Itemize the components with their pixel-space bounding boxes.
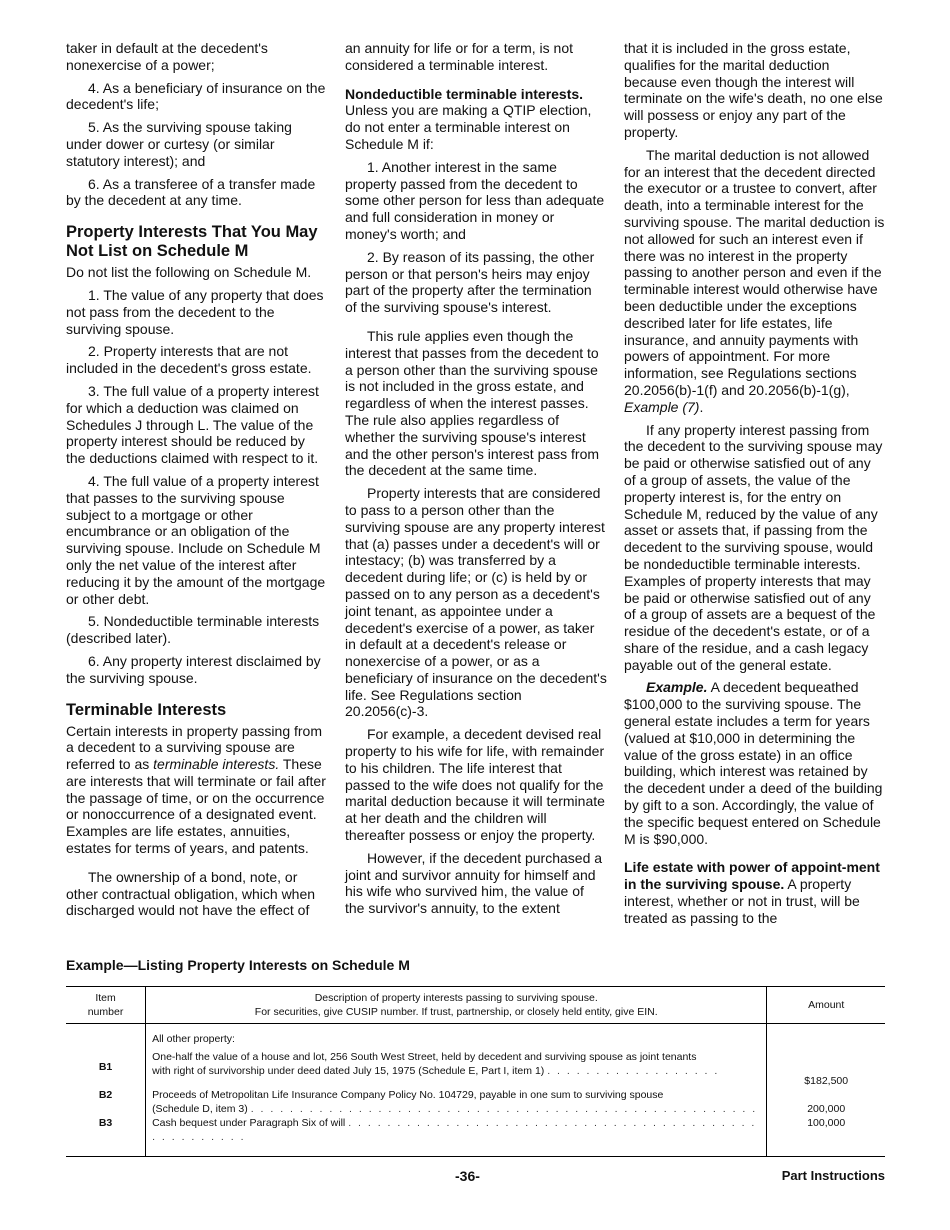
example-table	[66, 986, 885, 1157]
text-run: These are interests that will terminate or fail after the passage of time, or on the occurrence or nonoccurrence of a designated event. Examples are life estates, annuities, estates for terms of years, and patents.	[66, 756, 326, 857]
text-column-3	[624, 40, 886, 933]
table-cell	[146, 1024, 767, 1089]
row-description: Proceeds of Metropolitan Life Insurance Company Policy No. 104729, payable in one sum to surviving spouse	[152, 1089, 664, 1101]
list-item: 1. Another interest in the same property passed from the decedent to some other person for less than adequate and full consideration in money or money's worth; and	[345, 158, 605, 242]
example-title: Example—Listing Property Interests on Schedule M	[66, 957, 410, 973]
row-amount: 200,000	[807, 1103, 846, 1115]
list-item: 2. By reason of its passing, the other person or that person's heirs may enjoy part of the property after the termination of the surviving spouse's interest.	[345, 248, 595, 316]
dot-leader: . . . . . . . . . . . . . . . . . . . . . . . . . . . . . . . . . . . . . . . . . . . . . . . . . . . .	[152, 1117, 757, 1143]
column-header-amount: Amount	[767, 987, 885, 1024]
text-run: The marital deduction is not allowed for an interest that the decedent directed the executor or a trustee to convert, after death, into a terminable interest for the surviving spouse. The marital deduction is not allowed for such an interest even if there was no interest in the property passing to another person and even if the terminable interest would otherwise have been deductible under the exceptions described later for life estates, life insurance, and annuity payments with powers of appointment. For more information, see Regulations sections 20.2056(b)-1(f) and 20.2056(b)-1(g),	[624, 146, 885, 398]
text-run: Unless you are making a QTIP election, do not enter a terminable interest on Schedule M if:	[345, 102, 592, 152]
table-row	[66, 1088, 885, 1116]
paragraph	[624, 147, 886, 416]
column-header-item	[66, 987, 146, 1024]
text-run: A property interest, whether or not in trust, will be treated as passing to the	[624, 876, 860, 926]
dot-leader: . . . . . . . . . . . . . . . . . . . . . . . . . . . . . . . . . . . . . . . . . . . . . . . . . . . .	[250, 1103, 758, 1115]
table-cell	[146, 1088, 767, 1116]
paragraph	[624, 859, 886, 926]
paragraph	[624, 679, 886, 847]
list-item: 4. As a beneficiary of insurance on the decedent's life;	[66, 79, 326, 113]
paragraph: taker in default at the decedent's nonexercise of a power;	[66, 40, 268, 73]
paragraph: that it is included in the gross estate, qualifies for the marital deduction because even though the interest will terminate on the wife's death, no one else will possess or enjoy any part of the property.	[624, 40, 883, 140]
table-row	[66, 1024, 885, 1089]
row-amount: $182,500	[804, 1075, 849, 1087]
table-cell	[767, 1024, 885, 1089]
run-in-heading: Nondeductible terminable interests.	[345, 85, 584, 102]
paragraph: If any property interest passing from the decedent to the surviving spouse may be paid or otherwise satisfied out of any of a group of assets, the value of the property interest is, for the entry on Schedule M, reduced by the value of any asset or assets that, if passing from the decedent to the surviving spouse, would be nondeductible terminable interests. Examples of property interests that may be paid or otherwise satisfied out of any of a group of assets are a bequest of the residue of the decedent's estate, or of a share of the residue, and a cash legacy payable out of the general estate.	[624, 421, 883, 673]
row-description-continued	[152, 1064, 760, 1078]
list-item: 6. As a transferee of a transfer made by the decedent at any time.	[66, 175, 316, 209]
table-cell	[767, 1116, 885, 1157]
table-cell	[66, 1116, 146, 1157]
table-cell	[66, 1088, 146, 1116]
text-column-2	[345, 40, 607, 923]
run-in-heading: Life estate with power of appoint-ment in the surviving spouse.	[624, 859, 880, 893]
list-item: 2. Property interests that are not included in the decedent's gross estate.	[66, 343, 312, 377]
list-item: 3. The full value of a property interest for which a deduction was claimed on Schedules J through L. The value of the property interest should be reduced by the deductions claimed with respect to it.	[66, 382, 319, 467]
paragraph: Property interests that are considered to pass to a person other than the surviving spouse are any property interest that (a) passes under a decedent's will or intestacy; (b) was transferred by a decedent during life; or (c) is held by or passed on to any person as a decedent's joint tenant, as appointee under a decedent's exercise of a power, as taker in default at a decedent's release or nonexercise of a power, or as a beneficiary of insurance on the decedent's life. See Regulations section 20.2056(c)-3.	[345, 485, 607, 720]
row-amount: 100,000	[807, 1117, 846, 1129]
text-run: A decedent bequeathed $100,000 to the surviving spouse. The general estate includes a term for years (valued at $10,000 in determining the value of the gross estate) in an office building, which interest was retained by the decedent under a deed of the building by gift to a son. Accordingly, the value of the specific bequest entered on Schedule M is $90,000.	[624, 679, 883, 847]
header-text: Item	[95, 992, 116, 1004]
list-item: 1. The value of any property that does not pass from the decedent to the surviving spouse.	[66, 286, 324, 337]
text-run: with right of survivorship under deed dated July 15, 1975 (Schedule E, Part I, item 1)	[152, 1065, 545, 1077]
list-item: 5. As the surviving spouse taking under dower or curtesy (or similar statutory interest); and	[66, 119, 292, 169]
paragraph	[66, 723, 328, 857]
page-number: -36-	[455, 1168, 480, 1184]
text-run: (Schedule D, item 3)	[152, 1103, 248, 1115]
text-run: Certain interests in property passing from a decedent to a surviving spouse are referred to as	[66, 722, 322, 773]
table-cell	[767, 1088, 885, 1116]
paragraph: Do not list the following on Schedule M.	[66, 264, 312, 281]
text-column-1	[66, 40, 328, 925]
section-heading-not-list: Property Interests That You May Not List on Schedule M	[66, 223, 318, 261]
item-number: B1	[98, 1061, 113, 1073]
paragraph: For example, a decedent devised real property to his wife for life, with remainder to his children. The life interest that passed to the wife does not qualify for the marital deduction because it will terminate at her death and the children will thereafter possess or enjoy the property.	[345, 726, 605, 844]
list-item: 6. Any property interest disclaimed by the surviving spouse.	[66, 652, 321, 686]
table-header-row	[66, 987, 885, 1024]
row-description: One-half the value of a house and lot, 256 South West Street, held by decedent and surviving spouse as joint tenants	[152, 1051, 697, 1063]
dot-leader: . . . . . . . . . . . . . . . . . .	[547, 1065, 720, 1077]
header-text: number	[87, 1006, 124, 1018]
footer-label: Part Instructions	[781, 1168, 885, 1183]
table-cell	[146, 1116, 767, 1157]
text-run: .	[699, 398, 704, 415]
italic-term: terminable interests.	[153, 756, 280, 773]
group-label: All other property:	[152, 1033, 235, 1045]
column-header-description	[146, 987, 767, 1024]
text-run: Cash bequest under Paragraph Six of will	[152, 1117, 346, 1129]
paragraph	[345, 86, 607, 153]
paragraph: This rule applies even though the interest that passes from the decedent to a person other than the surviving spouse is not included in the gross estate, and regardless of when the interest passes. The rule also applies regardless of whether the surviving spouse's interest and the other person's interest pass from the decedent at the same time.	[345, 327, 600, 479]
section-heading-terminable: Terminable Interests	[66, 700, 227, 719]
row-description	[152, 1116, 760, 1144]
paragraph: an annuity for life or for a term, is not considered a terminable interest.	[345, 40, 573, 73]
paragraph: However, if the decedent purchased a joint and survivor annuity for himself and his wife who survived him, the value of the survivor's annuity, to the extent	[345, 849, 603, 917]
paragraph: The ownership of a bond, note, or other contractual obligation, which when discharged would not have the effect of	[66, 868, 316, 919]
table-row	[66, 1116, 885, 1157]
list-item: 5. Nondeductible terminable interests (described later).	[66, 613, 320, 647]
item-number: B3	[98, 1117, 113, 1129]
table-cell	[66, 1024, 146, 1089]
row-description-continued	[152, 1102, 760, 1116]
run-in-heading: Example.	[646, 679, 708, 696]
item-number: B2	[98, 1089, 113, 1101]
italic-reference: Example (7)	[624, 398, 700, 415]
list-item: 4. The full value of a property interest that passes to the surviving spouse subject to a mortgage or other encumbrance or an obligation of the surviving spouse. Include on Schedule M only the net value of the interest after reducing it by the amount of the mortgage or other debt.	[66, 472, 326, 607]
header-text: Description of property interests passing to surviving spouse.	[314, 992, 598, 1004]
header-text: For securities, give CUSIP number. If trust, partnership, or closely held entity, give EIN.	[254, 1006, 658, 1018]
